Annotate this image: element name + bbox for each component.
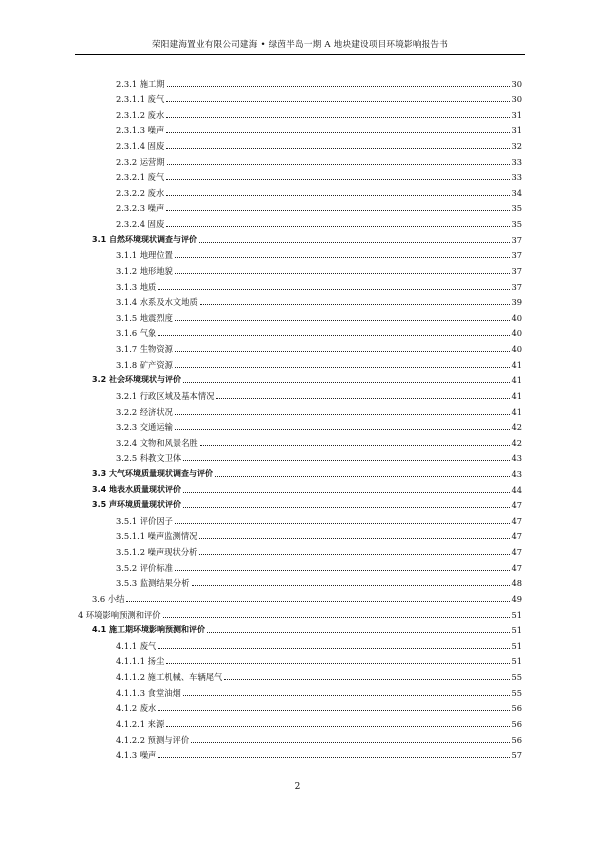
toc-entry-label: 4.1 施工期环境影响预测和评价 (92, 625, 205, 635)
toc-entry[interactable] (116, 151, 522, 167)
toc-entry-page-number: 55 (511, 687, 522, 698)
toc-dot-leader (166, 726, 510, 727)
toc-entry[interactable] (116, 682, 522, 698)
toc-dot-leader (175, 273, 511, 274)
toc-dot-leader (126, 601, 510, 602)
toc-entry-label: 3.1.8 矿产资源 (116, 359, 173, 370)
toc-dot-leader (191, 742, 510, 743)
toc-entry[interactable] (116, 339, 522, 355)
toc-entry-page-number: 32 (511, 140, 522, 151)
toc-entry-page-number: 56 (511, 734, 522, 745)
toc-entry[interactable] (92, 479, 522, 495)
header-rule (75, 54, 525, 55)
toc-entry[interactable] (116, 542, 522, 558)
toc-dot-leader (158, 710, 510, 711)
toc-entry-page-number: 56 (511, 703, 522, 714)
toc-dot-leader (166, 132, 510, 133)
toc-entry-page-number: 43 (511, 469, 522, 479)
toc-entry-page-number: 40 (511, 344, 522, 355)
toc-entry[interactable] (116, 104, 522, 120)
toc-entry-label: 3.1 自然环境现状调查与评价 (92, 234, 197, 244)
toc-entry[interactable] (116, 182, 522, 198)
toc-entry-page-number: 42 (511, 422, 522, 433)
toc-entry[interactable] (116, 307, 522, 323)
toc-entry-page-number: 39 (511, 297, 522, 308)
toc-dot-leader (199, 554, 510, 555)
toc-entry-label: 3.1.4 水系及水文地质 (116, 297, 198, 308)
toc-entry-page-number: 31 (511, 125, 522, 136)
toc-entry-label: 3.1.1 地理位置 (116, 250, 173, 261)
toc-entry[interactable] (116, 135, 522, 151)
toc-dot-leader (183, 507, 510, 508)
toc-dot-leader (215, 476, 510, 477)
toc-dot-leader (207, 632, 510, 633)
toc-entry-page-number: 42 (511, 437, 522, 448)
toc-entry-page-number: 51 (511, 625, 522, 636)
toc-entry[interactable] (92, 370, 522, 386)
toc-entry-page-number: 47 (511, 500, 522, 511)
toc-entry-label: 3.1.7 生物资源 (116, 344, 173, 355)
toc-entry[interactable] (116, 354, 522, 370)
toc-dot-leader (200, 304, 511, 305)
toc-dot-leader (166, 101, 510, 102)
toc-entry[interactable] (116, 292, 522, 308)
toc-entry[interactable] (116, 120, 522, 136)
toc-dot-leader (199, 242, 510, 243)
toc-entry[interactable] (116, 323, 522, 339)
toc-dot-leader (175, 351, 511, 352)
toc-entry-label: 3.2.4 文物和风景名胜 (116, 437, 198, 448)
toc-dot-leader (166, 148, 510, 149)
toc-entry-page-number: 33 (511, 156, 522, 167)
toc-entry[interactable] (116, 526, 522, 542)
toc-entry[interactable] (116, 401, 522, 417)
toc-entry[interactable] (116, 635, 522, 651)
toc-entry[interactable] (116, 73, 522, 89)
toc-entry-label: 3.5.1.1 噪声监测情况 (116, 531, 198, 542)
toc-entry-label: 3.1.5 地震烈度 (116, 312, 173, 323)
toc-entry-label: 4.1.1.3 食堂油烟 (116, 687, 181, 698)
toc-entry[interactable] (116, 651, 522, 667)
page-number: 2 (294, 782, 301, 792)
toc-entry-label: 3.5.3 监测结果分析 (116, 578, 190, 589)
toc-entry-label: 2.3.1.2 废水 (116, 109, 165, 120)
toc-entry-label: 3.6 小结 (92, 593, 125, 604)
toc-dot-leader (158, 757, 510, 758)
toc-dot-leader (183, 382, 510, 383)
toc-entry-label: 3.5.1.2 噪声现状分析 (116, 547, 198, 558)
toc-entry[interactable] (78, 604, 522, 620)
toc-entry-page-number: 41 (511, 406, 522, 417)
toc-dot-leader (183, 695, 511, 696)
toc-entry-page-number: 40 (511, 312, 522, 323)
toc-entry-page-number: 49 (511, 593, 522, 604)
toc-dot-leader (192, 585, 511, 586)
toc-entry-page-number: 56 (511, 718, 522, 729)
toc-entry-label: 2.3.1.3 噪声 (116, 125, 165, 136)
toc-dot-leader (200, 445, 511, 446)
toc-entry-label: 4 环境影响预测和评价 (78, 609, 161, 620)
toc-entry[interactable] (92, 620, 522, 636)
toc-dot-leader (175, 523, 511, 524)
toc-dot-leader (166, 210, 510, 211)
toc-entry[interactable] (116, 510, 522, 526)
toc-entry-label: 3.2.3 交通运输 (116, 422, 173, 433)
toc-dot-leader (166, 179, 510, 180)
toc-entry-label: 4.1.2 废水 (116, 703, 157, 714)
toc-entry-page-number: 44 (511, 484, 522, 495)
toc-entry[interactable] (92, 588, 522, 604)
toc-entry-page-number: 34 (511, 187, 522, 198)
toc-entry-label: 2.3.2.2 废水 (116, 187, 165, 198)
toc-entry[interactable] (116, 729, 522, 745)
toc-entry-label: 4.1.1 废气 (116, 640, 157, 651)
toc-entry-label: 3.3 大气环境质量现状调查与评价 (92, 469, 213, 478)
toc-entry-label: 3.2.5 科教文卫体 (116, 453, 182, 464)
toc-entry[interactable] (116, 385, 522, 401)
toc-entry-label: 3.1.2 地形地貌 (116, 265, 173, 276)
toc-entry-page-number: 30 (511, 78, 522, 89)
toc-entry-page-number: 43 (511, 453, 522, 464)
toc-entry-label: 4.1.3 噪声 (116, 750, 157, 761)
toc-entry-page-number: 41 (511, 390, 522, 401)
toc-entry-label: 4.1.1.2 施工机械、车辆尾气 (116, 672, 223, 683)
toc-entry-page-number: 35 (511, 219, 522, 230)
toc-entry-page-number: 37 (511, 250, 522, 261)
toc-entry-label: 2.3.2.1 废气 (116, 172, 165, 183)
toc-entry[interactable] (116, 276, 522, 292)
toc-entry-label: 4.1.2.1 来源 (116, 718, 165, 729)
toc-entry-label: 2.3.2.4 固废 (116, 219, 165, 230)
toc-entry-page-number: 37 (511, 265, 522, 276)
toc-entry-page-number: 48 (511, 578, 522, 589)
toc-dot-leader (166, 663, 510, 664)
toc-entry-label: 3.2 社会环境现状与评价 (92, 375, 181, 385)
toc-entry-page-number: 51 (511, 640, 522, 651)
toc-dot-leader (216, 398, 510, 399)
toc-entry-page-number: 35 (511, 203, 522, 214)
toc-dot-leader (183, 460, 510, 461)
toc-entry-label: 3.5.2 评价标准 (116, 562, 173, 573)
toc-entry-page-number: 51 (511, 656, 522, 667)
toc-dot-leader (175, 320, 511, 321)
toc-entry-label: 3.5.1 评价因子 (116, 515, 173, 526)
toc-entry[interactable] (116, 432, 522, 448)
toc-dot-leader (167, 86, 511, 87)
toc-entry-page-number: 55 (511, 672, 522, 683)
toc-entry-label: 3.4 地表水质量现状评价 (92, 484, 181, 494)
toc-entry[interactable] (116, 698, 522, 714)
toc-entry[interactable] (116, 417, 522, 433)
toc-entry-page-number: 47 (511, 531, 522, 542)
toc-entry-label: 3.1.3 地质 (116, 281, 157, 292)
toc-dot-leader (224, 679, 510, 680)
toc-entry-page-number: 47 (511, 515, 522, 526)
toc-entry-label: 4.1.1.1 扬尘 (116, 656, 165, 667)
toc-entry-page-number: 47 (511, 547, 522, 558)
toc-dot-leader (175, 367, 511, 368)
toc-entry[interactable] (92, 464, 522, 480)
toc-entry[interactable] (116, 448, 522, 464)
toc-entry[interactable] (116, 245, 522, 261)
toc-entry-page-number: 40 (511, 328, 522, 339)
toc-entry-page-number: 30 (511, 94, 522, 105)
toc-entry[interactable] (116, 89, 522, 105)
toc-dot-leader (175, 414, 511, 415)
toc-entry-label: 2.3.1.1 废气 (116, 94, 165, 105)
toc-dot-leader (183, 492, 510, 493)
toc-entry[interactable] (116, 214, 522, 230)
toc-entry-page-number: 51 (511, 609, 522, 620)
toc-entry-label: 3.2.2 经济状况 (116, 406, 173, 417)
toc-entry[interactable] (116, 667, 522, 683)
toc-entry[interactable] (116, 713, 522, 729)
toc-entry-page-number: 41 (511, 375, 522, 386)
toc-dot-leader (166, 117, 510, 118)
toc-dot-leader (199, 538, 510, 539)
toc-entry-page-number: 31 (511, 109, 522, 120)
toc-entry[interactable] (116, 573, 522, 589)
toc-entry[interactable] (116, 167, 522, 183)
toc-entry[interactable] (116, 198, 522, 214)
toc-entry-page-number: 41 (511, 359, 522, 370)
toc-entry-page-number: 57 (511, 750, 522, 761)
toc-entry-label: 2.3.2.3 噪声 (116, 203, 165, 214)
toc-entry[interactable] (92, 495, 522, 511)
toc-entry-label: 3.5 声环境质量现状评价 (92, 500, 181, 510)
toc-dot-leader (175, 429, 511, 430)
toc-dot-leader (166, 226, 510, 227)
toc-entry-page-number: 37 (511, 281, 522, 292)
toc-entry-label: 4.1.2.2 预测与评价 (116, 734, 190, 745)
toc-entry-page-number: 37 (511, 234, 522, 245)
toc-entry[interactable] (92, 229, 522, 245)
toc-dot-leader (167, 164, 511, 165)
toc-dot-leader (175, 257, 511, 258)
toc-dot-leader (158, 335, 510, 336)
toc-dot-leader (158, 289, 510, 290)
toc-entry-label: 3.2.1 行政区域及基本情况 (116, 390, 215, 401)
toc-dot-leader (166, 195, 510, 196)
toc-entry[interactable] (116, 260, 522, 276)
toc-entry-label: 3.1.6 气象 (116, 328, 157, 339)
toc-entry-label: 2.3.2 运营期 (116, 156, 165, 167)
toc-entry-label: 2.3.1 施工期 (116, 78, 165, 89)
page-header: 荣阳建海置业有限公司建海 • 绿茵半岛一期 A 地块建设项目环境影响报告书 (151, 40, 448, 50)
toc-entry[interactable] (116, 745, 522, 761)
toc-dot-leader (175, 570, 511, 571)
toc-dot-leader (163, 617, 511, 618)
toc-dot-leader (158, 648, 510, 649)
toc-entry-page-number: 33 (511, 172, 522, 183)
toc-entry-label: 2.3.1.4 固废 (116, 140, 165, 151)
toc-entry[interactable] (116, 557, 522, 573)
toc-entry-page-number: 47 (511, 562, 522, 573)
